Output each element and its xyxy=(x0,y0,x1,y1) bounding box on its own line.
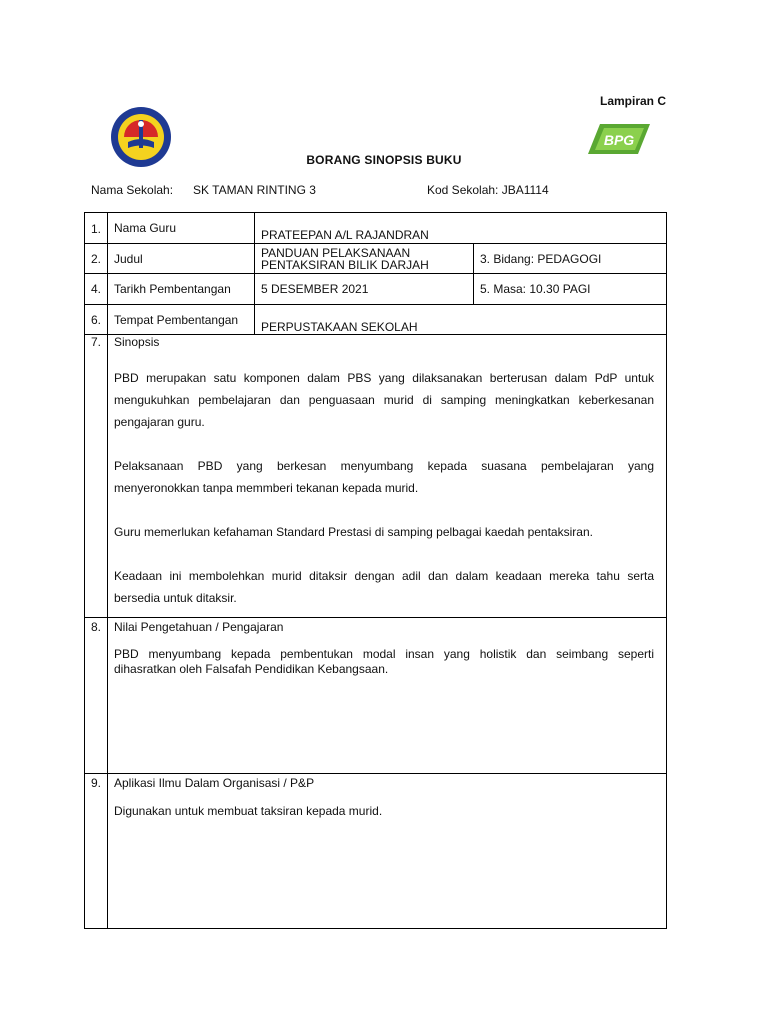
knowledge-application-label: Aplikasi Ilmu Dalam Organisasi / P&P xyxy=(114,776,315,790)
school-name-label: Nama Sekolah: xyxy=(91,183,174,197)
knowledge-application-cell xyxy=(108,774,667,929)
school-code: Kod Sekolah: JBA1114 xyxy=(427,183,549,197)
row-synopsis xyxy=(85,335,667,618)
attachment-label: Lampiran C xyxy=(600,94,667,108)
knowledge-value-cell xyxy=(108,618,667,774)
school-name-value: SK TAMAN RINTING 3 xyxy=(193,183,316,197)
row-presentation-place xyxy=(85,305,667,335)
row-knowledge-application xyxy=(85,774,667,929)
synopsis-paragraph: Keadaan ini membolehkan murid ditaksir dengan adil dan dalam keadaan mereka tahu serta bersedia untuk ditaksir. xyxy=(114,569,654,605)
synopsis-form-table xyxy=(84,212,667,929)
knowledge-value-label: Nilai Pengetahuan / Pengajaran xyxy=(114,620,284,634)
synopsis-paragraph: Guru memerlukan kefahaman Standard Prestasi di samping pelbagai kaedah pentaksiran. xyxy=(114,525,593,539)
row-number: 1. xyxy=(85,213,108,244)
teacher-name-label: Nama Guru xyxy=(108,213,255,244)
row-number: 9. xyxy=(85,774,108,929)
form-title: BORANG SINOPSIS BUKU xyxy=(306,153,462,167)
presentation-date-value: 5 DESEMBER 2021 xyxy=(255,274,474,305)
title-label: Judul xyxy=(108,244,255,274)
row-knowledge-value xyxy=(85,618,667,774)
synopsis-label: Sinopsis xyxy=(114,335,160,349)
row-teacher-name xyxy=(85,213,667,244)
synopsis-cell xyxy=(108,335,667,618)
title-value-line2: PENTAKSIRAN BILIK DARJAH xyxy=(261,257,429,272)
synopsis-paragraph: Pelaksanaan PBD yang berkesan menyumbang kepada suasana pembelajaran yang menyeronokkan tanpa memmberi tekanan kepada murid. xyxy=(114,459,654,495)
title-value-line1: PANDUAN PELAKSANAAN xyxy=(261,245,411,260)
row-number: 8. xyxy=(85,618,108,774)
teacher-name-value: PRATEEPAN A/L RAJANDRAN xyxy=(255,213,667,244)
presentation-date-label: Tarikh Pembentangan xyxy=(108,274,255,305)
row-title xyxy=(85,244,667,274)
row-number: 7. xyxy=(85,335,108,618)
row-number: 6. xyxy=(85,305,108,335)
bpg-logo-text: BPG xyxy=(603,132,635,148)
knowledge-application-text: Digunakan untuk membuat taksiran kepada murid. xyxy=(114,804,383,818)
row-number: 2. xyxy=(85,244,108,274)
knowledge-value-text: PBD menyumbang kepada pembentukan modal insan yang holistik dan seimbang seperti dihasratkan oleh Falsafah Pendidikan Kebangsaan. xyxy=(114,647,654,676)
field-value: 3. Bidang: PEDAGOGI xyxy=(474,244,667,274)
presentation-place-value: PERPUSTAKAAN SEKOLAH xyxy=(255,305,667,335)
title-value xyxy=(255,244,474,274)
row-number: 4. xyxy=(85,274,108,305)
row-presentation-date xyxy=(85,274,667,305)
synopsis-paragraph: PBD merupakan satu komponen dalam PBS yang dilaksanakan berterusan dalam PdP untuk mengukuhkan pembelajaran dan penguasaan murid di samping meningkatkan keberkesanan pengajaran guru. xyxy=(114,371,654,429)
presentation-time: 5. Masa: 10.30 PAGI xyxy=(474,274,667,305)
presentation-place-label: Tempat Pembentangan xyxy=(108,305,255,335)
